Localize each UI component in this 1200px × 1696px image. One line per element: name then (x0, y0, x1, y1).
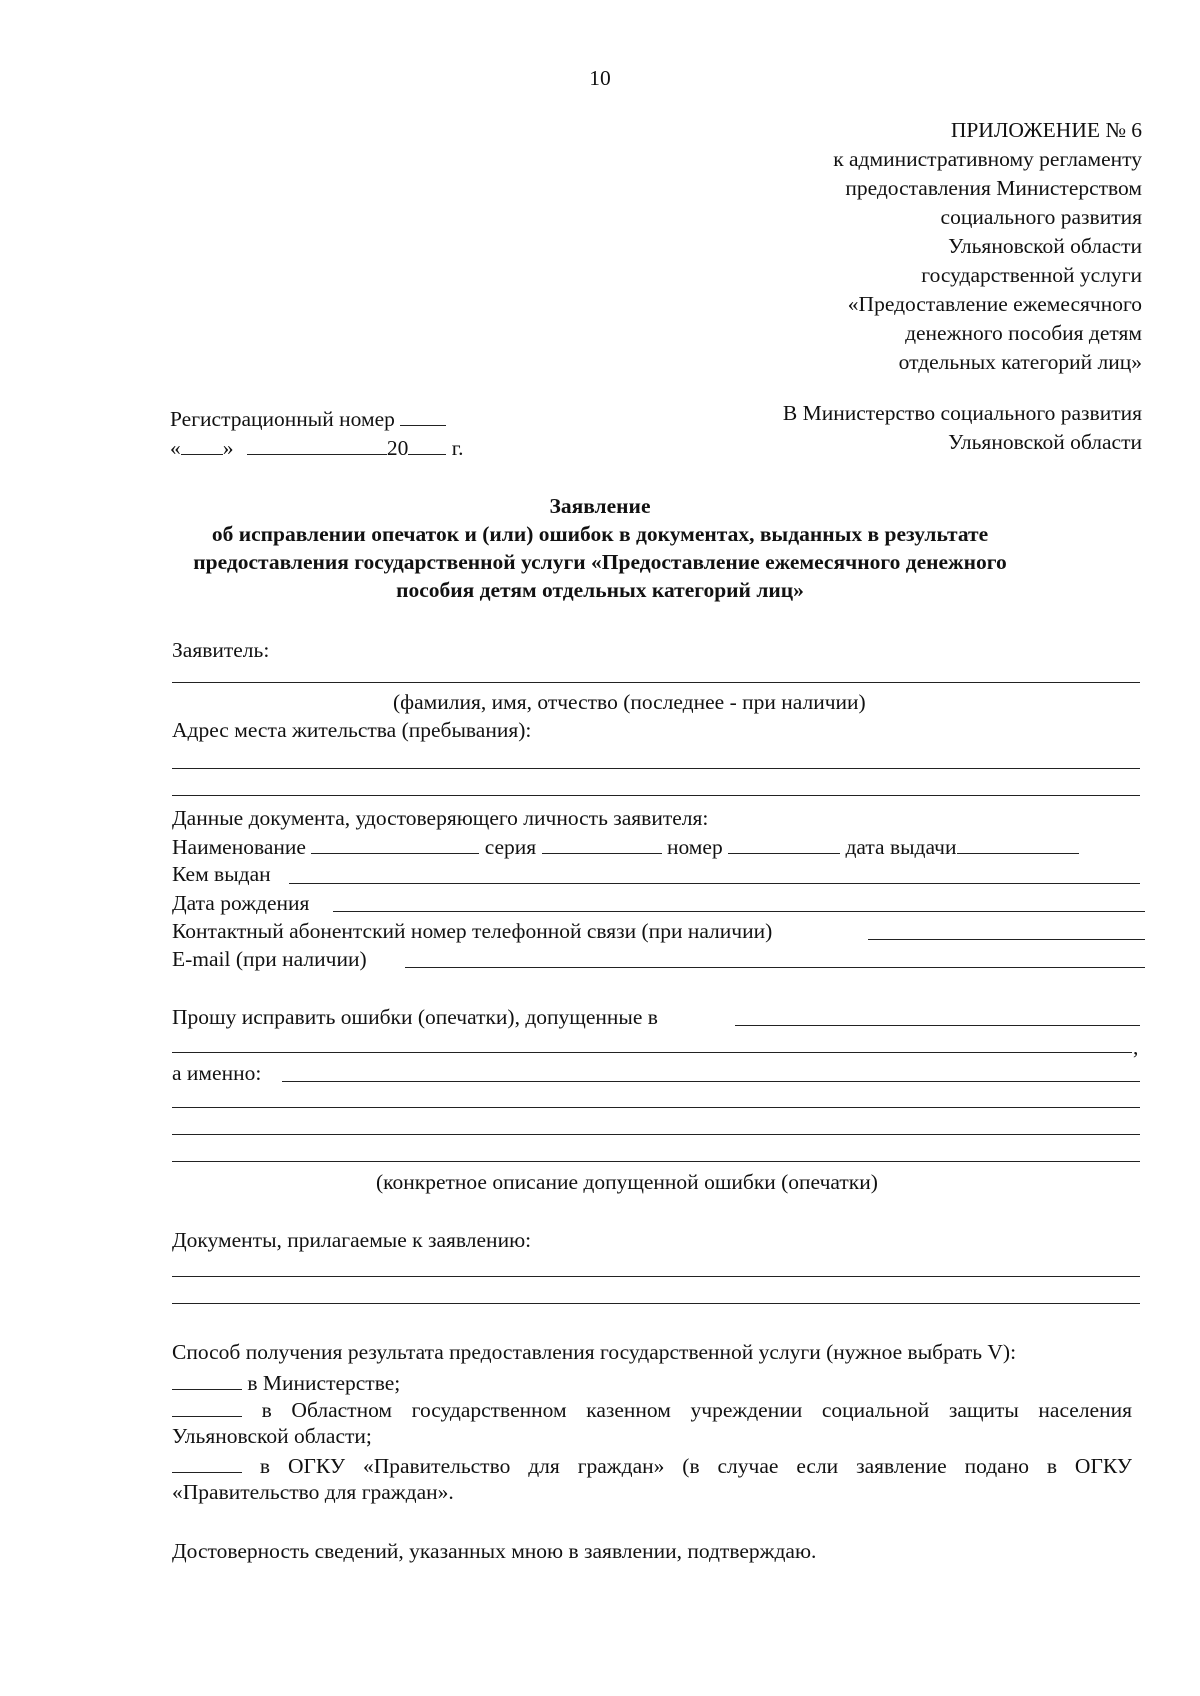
appendix-line: к административному регламенту (833, 147, 1142, 171)
phone-label: Контактный абонентский номер телефонной связи (при наличии) (172, 919, 773, 943)
description-field-2[interactable] (172, 1107, 1140, 1108)
series-label: серия (484, 835, 537, 859)
attachments-field-1[interactable] (172, 1276, 1140, 1277)
delivery-option-2-checkbox[interactable] (172, 1398, 242, 1417)
appendix-line: предоставления Министерством (845, 176, 1142, 200)
confirmation-text: Достоверность сведений, указанных мною в заявлении, подтверждаю. (172, 1539, 817, 1563)
registration-number-row (170, 407, 446, 431)
document-title: Заявление (549, 494, 651, 518)
attachments-label: Документы, прилагаемые к заявлению: (172, 1228, 532, 1252)
appendix-line: «Предоставление ежемесячного (847, 292, 1142, 316)
birth-date-label: Дата рождения (172, 891, 310, 915)
number-label: номер (666, 835, 723, 859)
attachments-field-2[interactable] (172, 1303, 1140, 1304)
id-document-row (172, 835, 1140, 859)
description-field-1[interactable] (282, 1081, 1140, 1082)
appendix-line: государственной услуги (921, 263, 1142, 287)
addressee-line-2: Ульяновской области (948, 430, 1142, 454)
appendix-line: социального развития (940, 205, 1142, 229)
applicant-name-line[interactable] (172, 682, 1140, 683)
correction-request-label: Прошу исправить ошибки (опечатки), допущенные в (172, 1005, 658, 1029)
description-field-3[interactable] (172, 1134, 1140, 1135)
phone-field[interactable] (868, 939, 1145, 940)
delivery-option-3-line-2: «Правительство для граждан». (172, 1480, 454, 1504)
heading-line-2: предоставления государственной услуги «Предоставление ежемесячного денежного (193, 550, 1007, 574)
delivery-option-2-line-2: Ульяновской области; (172, 1424, 372, 1448)
document-name-label: Наименование (172, 835, 306, 859)
delivery-option-1-checkbox[interactable] (172, 1371, 242, 1390)
addressee-line-1: В Министерство социального развития (782, 401, 1142, 425)
namely-label: а именно: (172, 1061, 262, 1085)
open-quote: « (170, 436, 181, 460)
delivery-option-1-label: в Министерстве; (247, 1371, 401, 1395)
registration-date-row (170, 436, 464, 460)
delivery-option-2 (172, 1398, 1132, 1422)
close-quote: » (222, 436, 234, 460)
appendix-line: отдельных категорий лиц» (898, 350, 1142, 374)
address-label: Адрес места жительства (пребывания): (172, 718, 532, 742)
appendix-title: ПРИЛОЖЕНИЕ № 6 (950, 118, 1142, 142)
document-name-field[interactable] (311, 835, 479, 854)
id-document-title: Данные документа, удостоверяющего личность заявителя: (172, 806, 709, 830)
delivery-option-3-label: в ОГКУ «Правительство для граждан» (в случае если заявление подано в ОГКУ (259, 1454, 1133, 1478)
applicant-name-caption: (фамилия, имя, отчество (последнее - при наличии) (393, 690, 866, 714)
issue-date-field[interactable] (957, 835, 1079, 854)
email-field[interactable] (405, 967, 1145, 968)
appendix-line: Ульяновской области (948, 234, 1142, 258)
address-line-1[interactable] (172, 768, 1140, 769)
year-prefix: 20 (386, 436, 409, 460)
issued-by-field[interactable] (289, 883, 1140, 884)
correction-document-field-2[interactable] (172, 1052, 1132, 1053)
email-label: E-mail (при наличии) (172, 947, 367, 971)
delivery-option-2-label: в Областном государственном казенном учреждении социальной защиты населения (261, 1398, 1132, 1422)
page-number: 10 (589, 66, 611, 90)
series-field[interactable] (542, 835, 662, 854)
issue-date-label: дата выдачи (845, 835, 957, 859)
heading-line-1: об исправлении опечаток и (или) ошибок в документах, выданных в результате (211, 522, 989, 546)
registration-number-label: Регистрационный номер (170, 407, 395, 431)
registration-month-field[interactable] (247, 436, 387, 455)
delivery-label: Способ получения результата предоставления государственной услуги (нужное выбрать V): (172, 1340, 1017, 1364)
number-field[interactable] (728, 835, 840, 854)
birth-date-field[interactable] (333, 911, 1145, 912)
delivery-option-3 (172, 1454, 1132, 1478)
issued-by-label: Кем выдан (172, 862, 271, 886)
year-suffix: г. (451, 436, 464, 460)
heading-line-3: пособия детям отдельных категорий лиц» (396, 578, 804, 602)
correction-document-field[interactable] (735, 1025, 1140, 1026)
description-caption: (конкретное описание допущенной ошибки (опечатки) (376, 1170, 878, 1194)
registration-year-field[interactable] (408, 436, 446, 455)
applicant-label: Заявитель: (172, 638, 270, 662)
comma: , (1133, 1035, 1139, 1059)
registration-day-field[interactable] (181, 436, 223, 455)
delivery-option-1 (172, 1371, 400, 1395)
delivery-option-3-checkbox[interactable] (172, 1454, 242, 1473)
address-line-2[interactable] (172, 795, 1140, 796)
description-field-4[interactable] (172, 1161, 1140, 1162)
appendix-line: денежного пособия детям (905, 321, 1142, 345)
registration-number-field[interactable] (400, 407, 446, 426)
